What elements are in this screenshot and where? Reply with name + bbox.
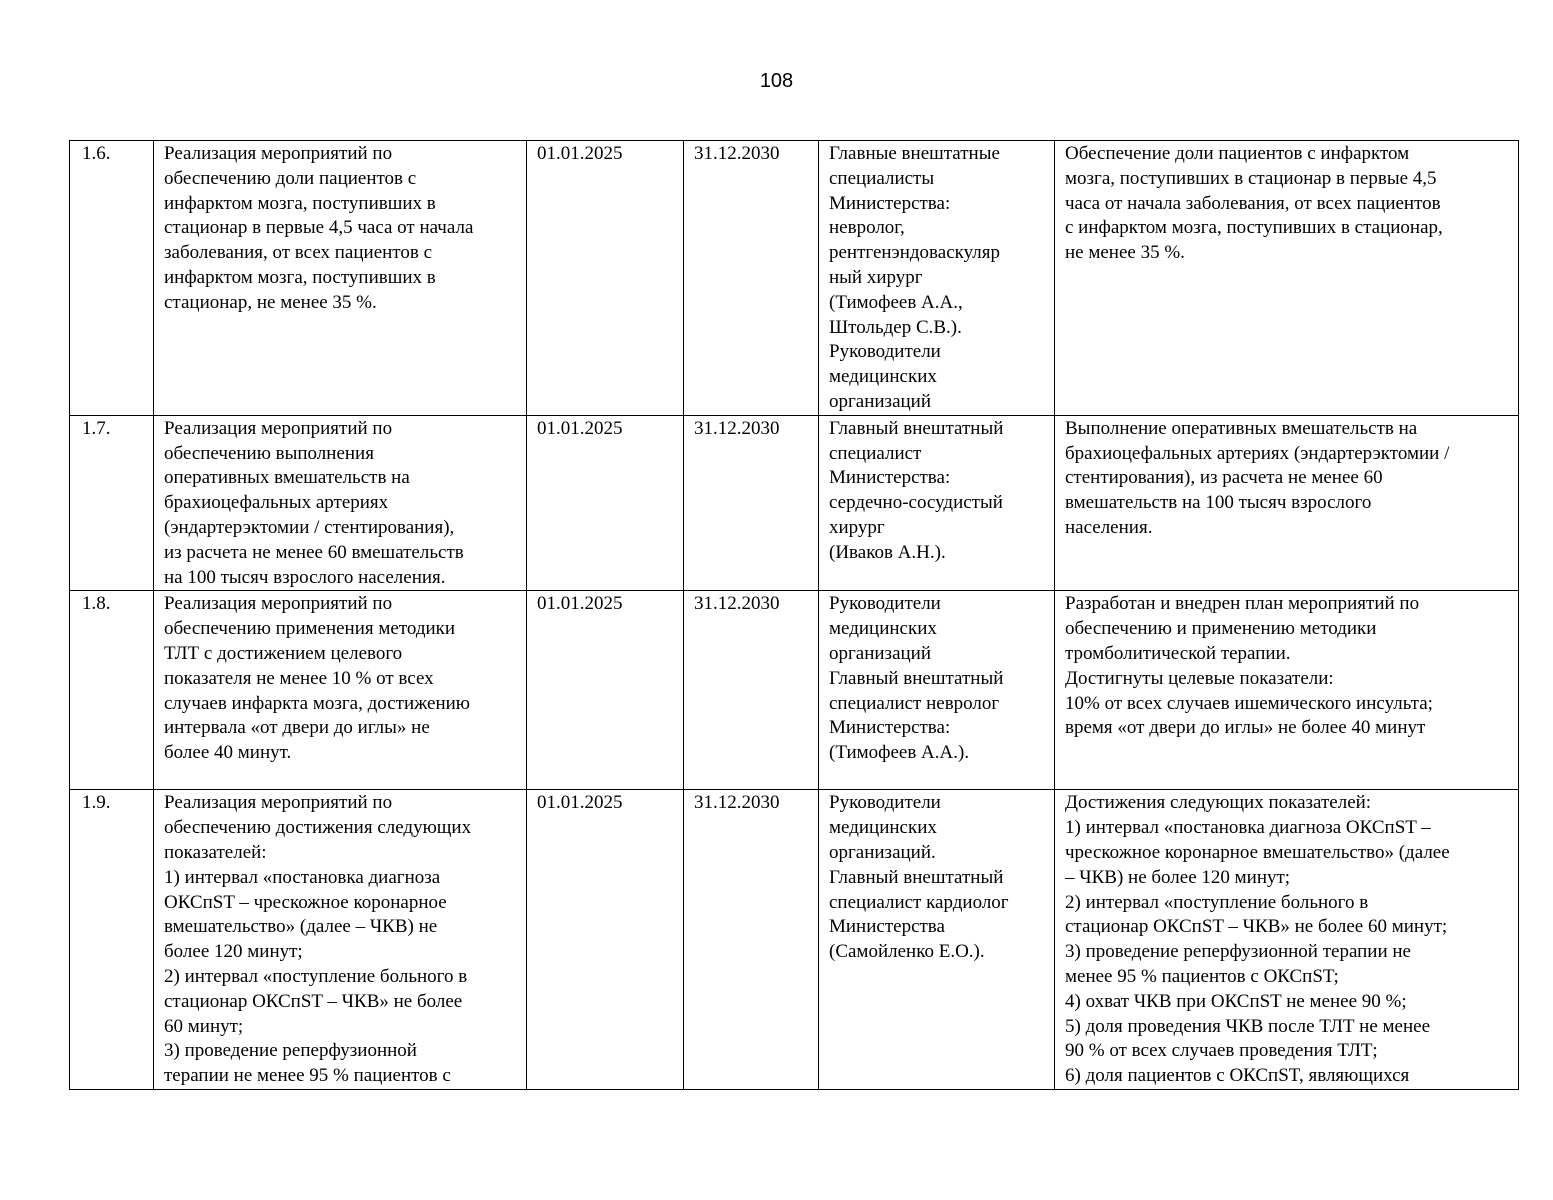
responsible-cell: Главный внештатный специалист Министерства: сердечно-сосудистый хирург (Иваков А.Н.).	[819, 415, 1055, 591]
result-cell: Достижения следующих показателей: 1) интервал «постановка диагноза ОКСпST – чрескожное коронарное вмешательство» (далее – ЧКВ) не более 120 минут; 2) интервал «поступление больного в стационар ОКСпST – ЧКВ» не более 60 минут; 3) проведение реперфузионной терапии не менее 95 % пациентов с ОКСпST; 4) охват ЧКВ при ОКСпST не менее 90 %; 5) доля проведения ЧКВ после ТЛТ не менее 90 % от всех случаев проведения ТЛТ; 6) доля пациентов с ОКСпST, являющихся	[1055, 790, 1519, 1090]
end-date-cell: 31.12.2030	[684, 141, 819, 416]
end-date-cell: 31.12.2030	[684, 790, 819, 1090]
start-date-cell: 01.01.2025	[527, 141, 684, 416]
end-date-cell: 31.12.2030	[684, 591, 819, 790]
responsible-cell: Руководители медицинских организаций Главный внештатный специалист невролог Министерства: (Тимофеев А.А.).	[819, 591, 1055, 790]
row-number: 1.6.	[70, 141, 154, 416]
end-date-cell: 31.12.2030	[684, 415, 819, 591]
responsible-cell: Главные внештатные специалисты Министерства: невролог, рентгенэндоваскуляр ный хирург (Тимофеев А.А., Штольдер С.В.). Руководители медицинских организаций	[819, 141, 1055, 416]
result-cell: Выполнение оперативных вмешательств на брахиоцефальных артериях (эндартерэктомии / стентирования), из расчета не менее 60 вмешательств на 100 тысяч взрослого населения.	[1055, 415, 1519, 591]
activity-cell: Реализация мероприятий по обеспечению доли пациентов с инфарктом мозга, поступивших в стационар в первые 4,5 часа от начала заболевания, от всех пациентов с инфарктом мозга, поступивших в стационар, не менее 35 %.	[154, 141, 527, 416]
row-number: 1.8.	[70, 591, 154, 790]
responsible-cell: Руководители медицинских организаций. Главный внештатный специалист кардиолог Министерства (Самойленко Е.О.).	[819, 790, 1055, 1090]
activity-cell: Реализация мероприятий по обеспечению выполнения оперативных вмешательств на брахиоцефальных артериях (эндартерэктомии / стентирования), из расчета не менее 60 вмешательств на 100 тысяч взрослого населения.	[154, 415, 527, 591]
result-cell: Обеспечение доли пациентов с инфарктом мозга, поступивших в стационар в первые 4,5 часа от начала заболевания, от всех пациентов с инфарктом мозга, поступивших в стационар, не менее 35 %.	[1055, 141, 1519, 416]
activity-cell: Реализация мероприятий по обеспечению достижения следующих показателей: 1) интервал «постановка диагноза ОКСпST – чрескожное коронарное вмешательство» (далее – ЧКВ) не более 120 минут; 2) интервал «поступление больного в стационар ОКСпST – ЧКВ» не более 60 минут; 3) проведение реперфузионной терапии не менее 95 % пациентов с	[154, 790, 527, 1090]
start-date-cell: 01.01.2025	[527, 591, 684, 790]
table-row	[70, 790, 1519, 1090]
page-number: 108	[759, 70, 794, 92]
table-row	[70, 141, 1519, 416]
row-number: 1.9.	[70, 790, 154, 1090]
table-row	[70, 415, 1519, 591]
result-cell: Разработан и внедрен план мероприятий по обеспечению и применению методики тромболитической терапии. Достигнуты целевые показатели: 10% от всех случаев ишемического инсульта; время «от двери до иглы» не более 40 минут	[1055, 591, 1519, 790]
table-row	[70, 591, 1519, 790]
row-number: 1.7.	[70, 415, 154, 591]
activities-table	[69, 140, 1519, 1090]
start-date-cell: 01.01.2025	[527, 790, 684, 1090]
start-date-cell: 01.01.2025	[527, 415, 684, 591]
activity-cell: Реализация мероприятий по обеспечению применения методики ТЛТ с достижением целевого показателя не менее 10 % от всех случаев инфаркта мозга, достижению интервала «от двери до иглы» не более 40 минут.	[154, 591, 527, 790]
